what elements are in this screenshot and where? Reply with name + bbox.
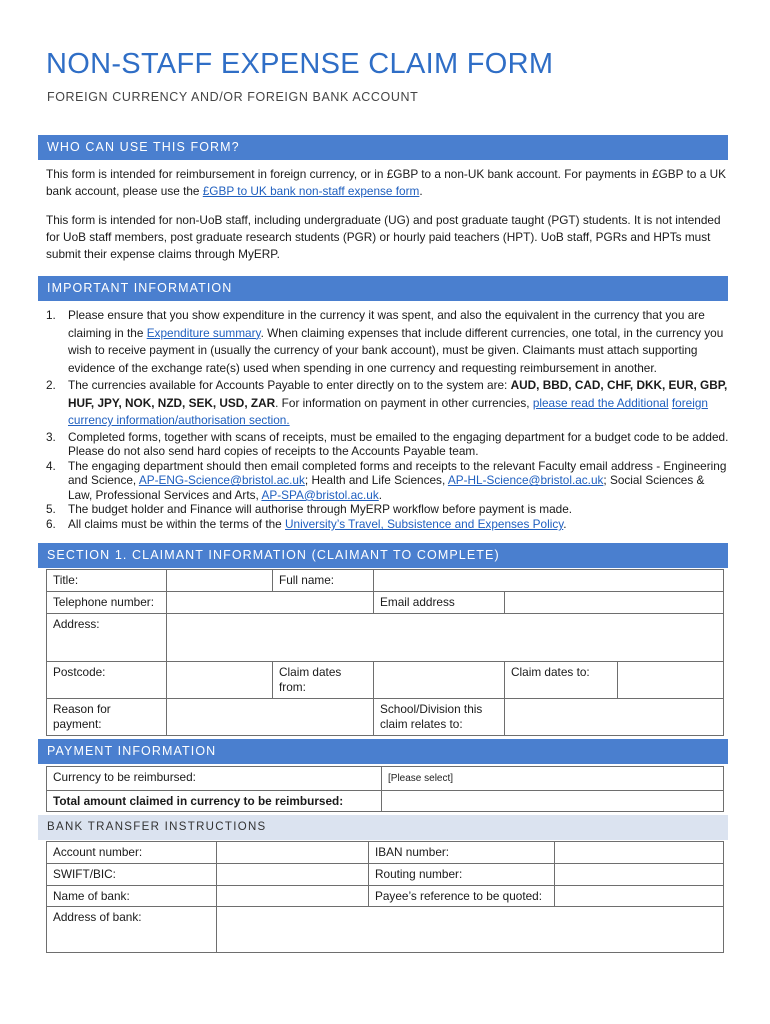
item4-text-d: . bbox=[378, 487, 383, 502]
payment-info-heading: PAYMENT INFORMATION bbox=[38, 739, 728, 764]
routing-number-field[interactable] bbox=[555, 864, 724, 886]
fullname-label: Full name: bbox=[273, 570, 374, 592]
payee-reference-label: Payee’s reference to be quoted: bbox=[369, 885, 555, 907]
telephone-label: Telephone number: bbox=[47, 592, 167, 614]
who-p1-end: . bbox=[419, 184, 423, 198]
item2-text: The currencies available for Accounts Payable to enter directly on to the system are: bbox=[68, 378, 511, 392]
swift-bic-label: SWIFT/BIC: bbox=[47, 864, 217, 886]
item6-text-end: . bbox=[563, 517, 567, 532]
info-item-4 bbox=[46, 459, 731, 503]
payment-info-table bbox=[46, 766, 724, 812]
ap-hl-science-email-link[interactable]: AP-HL-Science@bristol.ac.uk bbox=[447, 473, 604, 488]
bank-address-field[interactable] bbox=[217, 907, 724, 953]
iban-label: IBAN number: bbox=[369, 842, 555, 864]
important-info-list bbox=[46, 307, 731, 532]
address-label: Address: bbox=[47, 614, 167, 662]
fullname-field[interactable] bbox=[374, 570, 724, 592]
item-number: 1. bbox=[46, 308, 56, 322]
gbp-uk-form-link[interactable]: £GBP to UK bank non-staff expense form bbox=[202, 184, 420, 198]
form-subtitle: FOREIGN CURRENCY AND/OR FOREIGN BANK ACCOUNT bbox=[47, 90, 419, 104]
currency-select-value: [Please select] bbox=[388, 773, 454, 784]
address-field[interactable] bbox=[167, 614, 724, 662]
title-label: Title: bbox=[47, 570, 167, 592]
currency-list: AUD, BBD, CAD, CHF, DKK, EUR, GBP, HUF, JPY, NOK, NZD, SEK, USD, ZAR bbox=[68, 378, 728, 410]
account-number-field[interactable] bbox=[217, 842, 369, 864]
ap-eng-science-email-link[interactable]: AP-ENG-Science@bristol.ac.uk bbox=[138, 473, 305, 488]
item5-text: The budget holder and Finance will authorise through MyERP workflow before payment is made. bbox=[68, 502, 573, 517]
bank-name-label: Name of bank: bbox=[47, 885, 217, 907]
info-item-3 bbox=[46, 430, 731, 459]
claim-dates-from-field[interactable] bbox=[374, 662, 505, 699]
email-field[interactable] bbox=[505, 592, 724, 614]
iban-field[interactable] bbox=[555, 842, 724, 864]
claim-dates-from-label: Claim dates from: bbox=[273, 662, 374, 699]
bank-transfer-heading: BANK TRANSFER INSTRUCTIONS bbox=[38, 815, 728, 840]
reason-label: Reason for payment: bbox=[47, 699, 167, 736]
total-amount-field[interactable] bbox=[382, 790, 724, 812]
travel-expenses-policy-link[interactable]: University’s Travel, Subsistence and Expenses Policy bbox=[285, 517, 564, 532]
account-number-label: Account number: bbox=[47, 842, 217, 864]
who-p1-text: This form is intended for reimbursement in foreign currency, or in £GBP to a non-UK bank account. For payments in £GBP to a UK bank account, please use the bbox=[46, 167, 726, 198]
expenditure-summary-link[interactable]: Expenditure summary bbox=[146, 325, 261, 340]
school-division-field[interactable] bbox=[505, 699, 724, 736]
item1-text-end: . When claiming expenses that include different currencies, one total, in the currency you wish to receive payment in (usually the currency of your bank account), must be given. Claimants must attach supporting evidence of the exchange rate(s) used when spending in one currency and requesting reimbursement in another. bbox=[68, 325, 724, 375]
item4-text: The engaging department should then email completed forms and receipts to the relevant Faculty email address - Engineering and Science, bbox=[68, 458, 727, 488]
claimant-info-table bbox=[46, 569, 724, 736]
ap-spa-email-link[interactable]: AP-SPA@bristol.ac.uk bbox=[261, 487, 379, 502]
info-item-5 bbox=[46, 502, 731, 517]
bank-address-label: Address of bank: bbox=[47, 907, 217, 953]
who-can-use-heading: WHO CAN USE THIS FORM? bbox=[38, 135, 728, 160]
foreign-currency-section-link[interactable]: foreign currency information/authorisation section. bbox=[68, 395, 708, 427]
postcode-label: Postcode: bbox=[47, 662, 167, 699]
bank-transfer-table bbox=[46, 841, 724, 953]
additional-info-link[interactable]: please read the Additional bbox=[532, 395, 669, 410]
title-field[interactable] bbox=[167, 570, 273, 592]
item-number: 5. bbox=[46, 502, 56, 517]
reason-field[interactable] bbox=[167, 699, 374, 736]
telephone-field[interactable] bbox=[167, 592, 374, 614]
item2-text-mid: . For information on payment in other currencies, bbox=[275, 395, 533, 410]
payee-reference-field[interactable] bbox=[555, 885, 724, 907]
info-item-1 bbox=[46, 307, 731, 377]
swift-bic-field[interactable] bbox=[217, 864, 369, 886]
email-label: Email address bbox=[374, 592, 505, 614]
item-number: 3. bbox=[46, 429, 56, 444]
item1-text: Please ensure that you show expenditure in the currency it was spent, and also the equivalent in the currency that you are claiming in the bbox=[68, 308, 705, 340]
currency-label: Currency to be reimbursed: bbox=[47, 767, 382, 791]
item4-text-b: ; Health and Life Sciences, bbox=[304, 473, 448, 488]
item3-text: Completed forms, together with scans of receipts, must be emailed to the engaging department for a budget code to be added. Please do not also send hard copies of receipts to the Accounts Payable team. bbox=[68, 429, 729, 459]
important-info-heading: IMPORTANT INFORMATION bbox=[38, 276, 728, 301]
section1-heading: SECTION 1. CLAIMANT INFORMATION (CLAIMANT TO COMPLETE) bbox=[38, 543, 728, 568]
school-division-label: School/Division this claim relates to: bbox=[374, 699, 505, 736]
claim-dates-to-label: Claim dates to: bbox=[505, 662, 618, 699]
total-amount-label: Total amount claimed in currency to be reimbursed: bbox=[47, 790, 382, 812]
info-item-6 bbox=[46, 517, 731, 532]
routing-number-label: Routing number: bbox=[369, 864, 555, 886]
item-number: 2. bbox=[46, 378, 56, 392]
item-number: 4. bbox=[46, 458, 56, 473]
form-title: NON-STAFF EXPENSE CLAIM FORM bbox=[46, 48, 554, 80]
who-paragraph-1 bbox=[46, 166, 726, 200]
currency-select[interactable] bbox=[382, 767, 724, 791]
bank-name-field[interactable] bbox=[217, 885, 369, 907]
item4-text-c: ; Social Sciences & Law, Professional Services and Arts, bbox=[68, 473, 705, 502]
info-item-2 bbox=[46, 377, 731, 430]
claim-dates-to-field[interactable] bbox=[618, 662, 724, 699]
item6-text: All claims must be within the terms of the bbox=[68, 517, 286, 532]
item-number: 6. bbox=[46, 517, 56, 532]
postcode-field[interactable] bbox=[167, 662, 273, 699]
who-paragraph-2: This form is intended for non-UoB staff, including undergraduate (UG) and post graduate taught (PGT) students. It is not intended for UoB staff members, post graduate research students (PGR) or hourly paid teachers (HPT). UoB staff, PGRs and HPTs must submit their expense claims through MyERP. bbox=[46, 213, 721, 261]
